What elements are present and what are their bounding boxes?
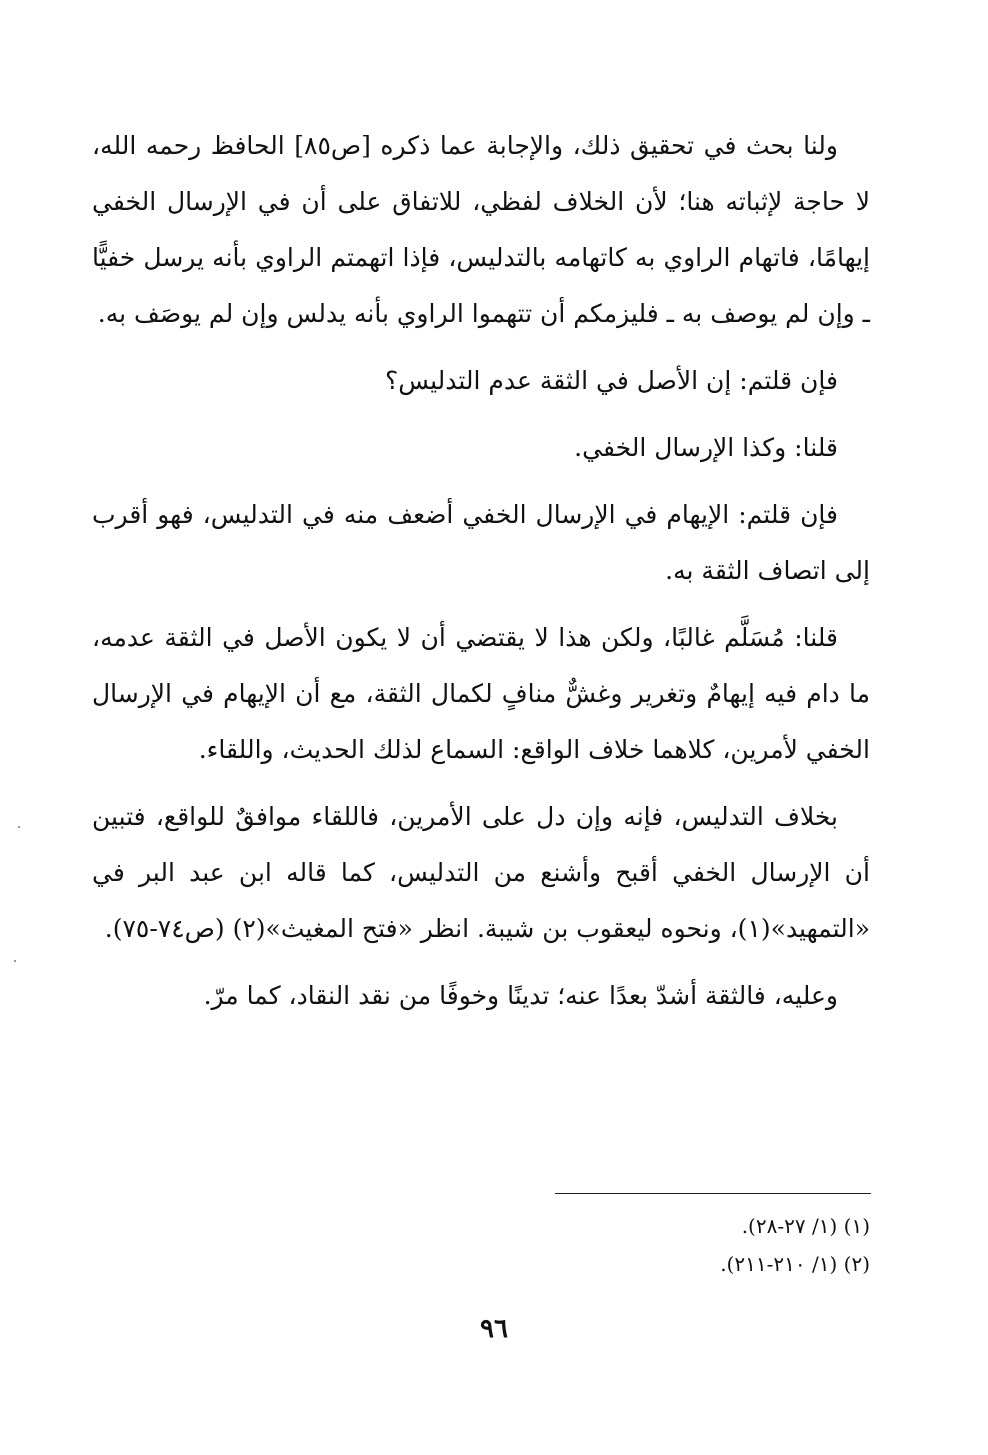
footnote-1: (١) (١/ ٢٧-٢٨). (741, 1214, 870, 1238)
paragraph-4: فإن قلتم: الإيهام في الإرسال الخفي أضعف منه في التدليس، فهو أقرب إلى اتصاف الثقة به. (92, 500, 870, 585)
scan-speck (14, 960, 16, 962)
paragraph-3: قلنا: وكذا الإرسال الخفي. (574, 433, 838, 462)
footnotes (370, 1207, 870, 1283)
footnote-2: (٢) (١/ ٢١٠-٢١١). (720, 1252, 870, 1276)
footnote-divider (555, 1193, 871, 1194)
main-text (92, 118, 870, 1035)
paragraph-6: بخلاف التدليس، فإنه وإن دل على الأمرين، فاللقاء موافقٌ للواقع، فتبين أن الإرسال الخفي أقبح وأشنع من التدليس، كما قاله ابن عبد البر في «التمهيد»(١)، ونحوه ليعقوب بن شيبة. انظر «فتح المغيث»(٢) (ص٧٤-٧٥). (92, 802, 870, 943)
paragraph-7: وعليه، فالثقة أشدّ بعدًا عنه؛ تدينًا وخوفًا من نقد النقاد، كما مرّ. (203, 981, 838, 1010)
paragraph-2: فإن قلتم: إن الأصل في الثقة عدم التدليس؟ (384, 366, 838, 395)
paragraph-5: قلنا: مُسَلَّم غالبًا، ولكن هذا لا يقتضي أن لا يكون الأصل في الثقة عدمه، ما دام فيه إيهامٌ وتغرير وغشٌّ منافٍ لكمال الثقة، مع أن الإيهام في الإرسال الخفي لأمرين، كلاهما خلاف الواقع: السماع لذلك الحديث، واللقاء. (92, 623, 870, 764)
page-number: ٩٦ (480, 1314, 508, 1344)
paragraph-1: ولنا بحث في تحقيق ذلك، والإجابة عما ذكره [ص٨٥] الحافظ رحمه الله، لا حاجة لإثباته هنا؛ لأن الخلاف لفظي، للاتفاق على أن في الإرسال الخفي إيهامًا، فاتهام الراوي به كاتهامه بالتدليس، فإذا اتهمتم الراوي بأنه يرسل خفيًّا ـ وإن لم يوصف به ـ فليزمكم أن تتهموا الراوي بأنه يدلس وإن لم يوصَف به. (92, 131, 870, 328)
scan-speck (18, 826, 20, 828)
